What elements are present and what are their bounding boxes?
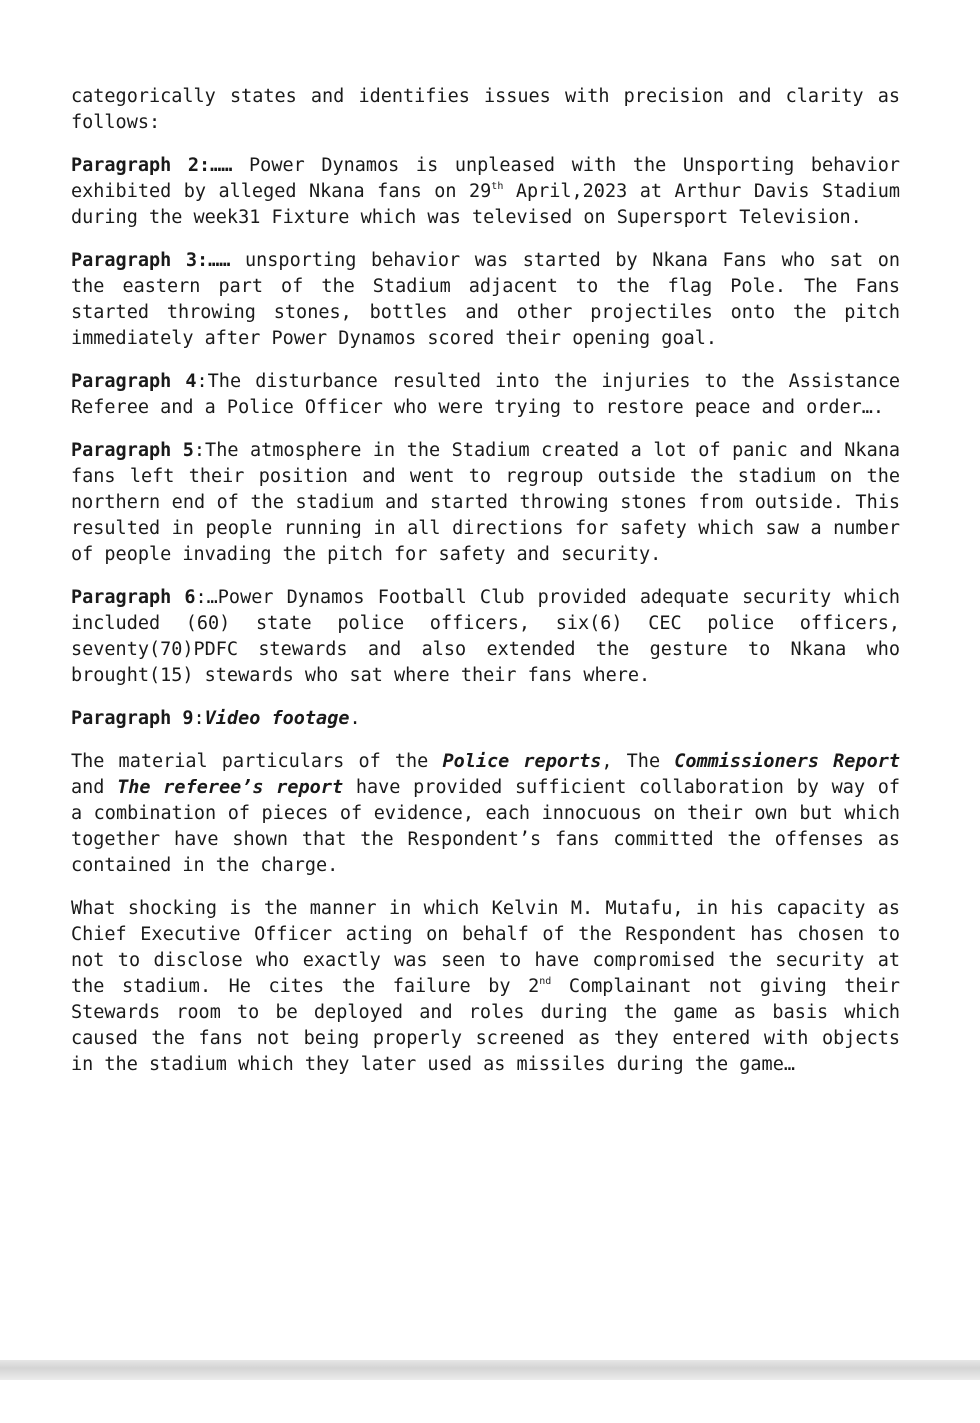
paragraph-9-end: . xyxy=(349,708,361,729)
material-text-2: , The xyxy=(601,751,675,772)
paragraph-3-text: unsporting behavior was started by Nkana Fans who sat on the eastern part of the Stadium adjacent to the flag Pole. The Fans started throwing stones, bottles and other projectiles onto the pitch immediately after Power Dynamos scored their opening goal. xyxy=(71,250,900,349)
paragraph-5 xyxy=(71,438,900,568)
document-page xyxy=(71,84,900,1095)
paragraph-2-text-a: Power Dynamos is unpleased with the Unsporting behavior exhibited by alleged Nkana fans on 29 xyxy=(71,155,900,202)
material-referees-report: The referee’s report xyxy=(117,777,344,798)
material-commissioners-report: Commissioners Report xyxy=(674,751,900,772)
material-particulars-paragraph xyxy=(71,749,900,879)
paragraph-3 xyxy=(71,248,900,352)
page-bottom-margin xyxy=(0,1380,980,1423)
paragraph-2-ordinal-suffix: th xyxy=(491,181,504,192)
paragraph-9 xyxy=(71,706,900,732)
intro-paragraph xyxy=(71,84,900,136)
paragraph-9-emphasis: Video footage xyxy=(204,708,350,729)
paragraph-9-label: Paragraph 9 xyxy=(71,708,194,729)
shocking-text-a: What shocking is the manner in which Kelvin M. Mutafu, in his capacity as Chief Executive Officer acting on behalf of the Respondent has chosen to not to disclose who exactly was seen to have compromised the security at the stadium. He cites the failure by 2 xyxy=(71,898,900,997)
shocking-ordinal-suffix: nd xyxy=(539,976,552,987)
paragraph-6-text: :…Power Dynamos Football Club provided adequate security which included (60) state police officers, six(6) CEC police officers, seventy(70)PDFC stewards and also extended the gesture to Nkana who brought(15) stewards who sat where their fans where. xyxy=(71,587,900,686)
paragraph-2-label: Paragraph 2:…… xyxy=(71,155,233,176)
page-bottom-divider xyxy=(0,1360,980,1380)
paragraph-4-text: :The disturbance resulted into the injuries to the Assistance Referee and a Police Officer who were trying to restore peace and order…. xyxy=(71,371,900,418)
paragraph-4 xyxy=(71,369,900,421)
material-text-3: and xyxy=(71,777,118,798)
material-text-1: The material particulars of the xyxy=(71,751,443,772)
intro-text: categorically states and identifies issues with precision and clarity as follows: xyxy=(71,86,900,133)
paragraph-2-text-b: April,2023 at Arthur Davis Stadium during the week31 Fixture which was televised on Supersport Television. xyxy=(71,181,900,228)
shocking-paragraph xyxy=(71,896,900,1078)
paragraph-5-label: Paragraph 5 xyxy=(71,440,194,461)
material-text-4: have provided sufficient collaboration by way of a combination of pieces of evidence, each innocuous on their own but which together have shown that the Respondent’s fans committed the offenses as contained in the charge. xyxy=(71,777,901,876)
paragraph-6 xyxy=(71,585,900,689)
shocking-text-b: Complainant not giving their Stewards room to be deployed and roles during the game as basis which caused the fans not being properly screened as they entered with objects in the stadium which they later used as missiles during the game… xyxy=(71,976,900,1075)
paragraph-5-text: :The atmosphere in the Stadium created a lot of panic and Nkana fans left their position and went to regroup outside the stadium on the northern end of the stadium and started throwing stones from outside. This resulted in people running in all directions for safety which saw a number of people invading the pitch for safety and security. xyxy=(71,440,900,565)
paragraph-6-label: Paragraph 6 xyxy=(71,587,196,608)
material-police-reports: Police reports xyxy=(442,751,602,772)
paragraph-4-label: Paragraph 4 xyxy=(71,371,197,392)
paragraph-2 xyxy=(71,153,900,231)
paragraph-3-label: Paragraph 3:…… xyxy=(71,250,231,271)
paragraph-9-colon: : xyxy=(193,708,205,729)
